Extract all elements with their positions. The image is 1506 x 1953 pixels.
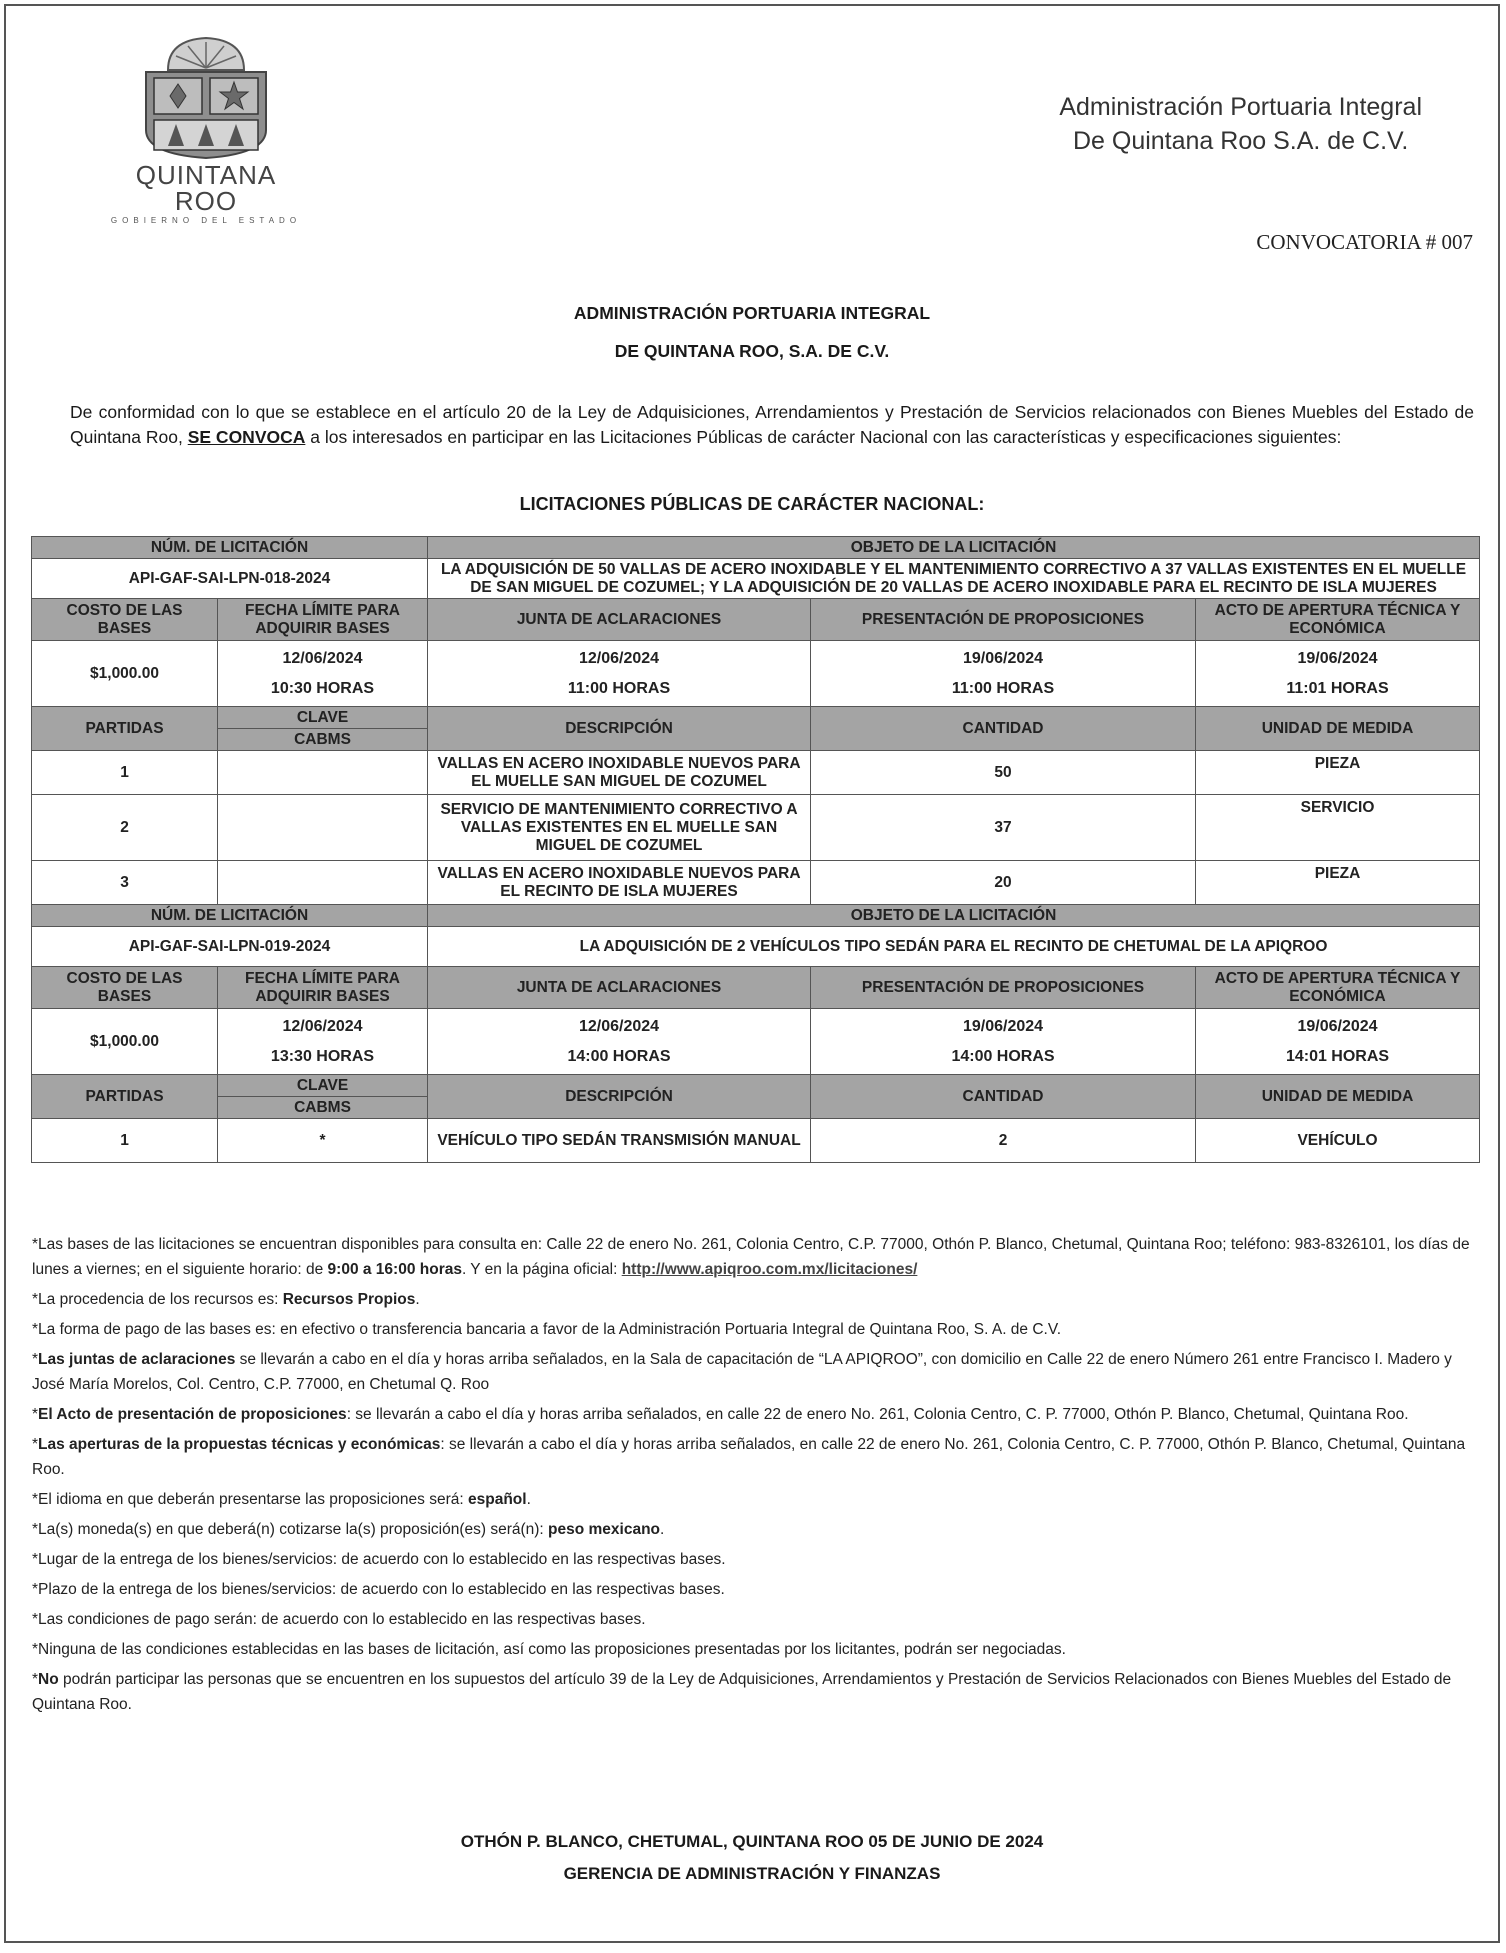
note-text: * xyxy=(32,1671,39,1688)
partida-clave xyxy=(218,795,428,861)
partida-unidad: PIEZA xyxy=(1196,861,1480,905)
lic2-unidad-header: UNIDAD DE MEDIDA xyxy=(1196,1075,1480,1119)
lic1-presentacion-header: PRESENTACIÓN DE PROPOSICIONES xyxy=(811,599,1196,641)
logo-name: QUINTANA ROO xyxy=(135,160,277,216)
official-page-link[interactable]: http://www.apiqroo.com.mx/licitaciones/ xyxy=(621,1261,918,1278)
lic1-fecha-limite-header: FECHA LÍMITE PARA ADQUIRIR BASES xyxy=(218,599,428,641)
note-pago: *La forma de pago de las bases es: en efectivo o transferencia bancaria a favor de la Administración Portuaria Integral de Quintana Roo, S. A. de C.V. xyxy=(32,1321,1062,1338)
note-idioma xyxy=(32,1487,1472,1512)
lic2-num-header: NÚM. DE LICITACIÓN xyxy=(32,905,428,927)
note-text: . xyxy=(526,1491,531,1508)
lic1-numero: API-GAF-SAI-LPN-018-2024 xyxy=(32,559,428,599)
lic2-partidas-header-row xyxy=(32,1075,1480,1097)
lic2-acto-hora: 14:01 HORAS xyxy=(1285,1047,1390,1065)
section-title: LICITACIONES PÚBLICAS DE CARÁCTER NACIONAL: xyxy=(519,494,985,514)
lic1-acto-fecha: 19/06/2024 xyxy=(1297,649,1378,667)
lic2-partidas-header: PARTIDAS xyxy=(32,1075,218,1119)
note-bold: 9:00 a 16:00 horas xyxy=(327,1261,462,1278)
main-title xyxy=(6,294,1498,370)
footer xyxy=(6,1826,1498,1890)
lic2-header-row xyxy=(32,905,1480,927)
partida-unidad: PIEZA xyxy=(1196,751,1480,795)
lic2-fecha-limite xyxy=(218,1009,428,1075)
footer-place-date: OTHÓN P. BLANCO, CHETUMAL, QUINTANA ROO 05 DE JUNIO DE 2024 xyxy=(460,1832,1044,1851)
lic2-fechas-header-row xyxy=(32,967,1480,1009)
lic1-fecha-limite-fecha: 12/06/2024 xyxy=(282,649,363,667)
lic1-costo-header: COSTO DE LAS BASES xyxy=(32,599,218,641)
lic2-presentacion-hora: 14:00 HORAS xyxy=(951,1047,1055,1065)
note-presentacion xyxy=(32,1402,1472,1427)
note-text: podrán participar las personas que se encuentren en los supuestos del artículo 39 de la Ley de Adquisiciones, Arrendamientos y Prestación de Servicios Relacionados con Bienes Muebles del Estado de Quintana Roo. xyxy=(32,1671,1452,1713)
lic1-presentacion xyxy=(811,641,1196,707)
note-bold: El Acto de presentación de proposiciones xyxy=(38,1406,347,1423)
lic2-junta xyxy=(428,1009,811,1075)
table-row xyxy=(32,1119,1480,1163)
lic1-cabms-header: CABMS xyxy=(218,729,428,751)
partida-num: 1 xyxy=(32,751,218,795)
lic1-junta xyxy=(428,641,811,707)
note-moneda xyxy=(32,1517,1472,1542)
note-text: se llevarán a cabo en el día y horas arriba señalados, en la Sala de capacitación de “LA APIQROO”, con domicilio en Calle 22 de enero Número 261 entre Francisco I. Madero y José María Morelos, Col. Centro, C.P. 77000, en Chetumal Q. Roo xyxy=(32,1351,1452,1393)
note-bold: Recursos Propios xyxy=(282,1291,416,1308)
lic2-objeto-row xyxy=(32,927,1480,967)
lic1-acto-header: ACTO DE APERTURA TÉCNICA Y ECONÓMICA xyxy=(1196,599,1480,641)
main-title-line-2: DE QUINTANA ROO, S.A. DE C.V. xyxy=(614,341,890,361)
note-aperturas xyxy=(32,1432,1472,1482)
partida-descripcion: VALLAS EN ACERO INOXIDABLE NUEVOS PARA EL RECINTO DE ISLA MUJERES xyxy=(428,861,811,905)
lic2-presentacion-header: PRESENTACIÓN DE PROPOSICIONES xyxy=(811,967,1196,1009)
partida-num: 2 xyxy=(32,795,218,861)
partida-clave: * xyxy=(218,1119,428,1163)
partida-num: 3 xyxy=(32,861,218,905)
note-juntas xyxy=(32,1347,1472,1397)
note-text: *El idioma en que deberán presentarse las proposiciones será: xyxy=(32,1491,468,1508)
document-page xyxy=(4,4,1500,1943)
lic2-numero: API-GAF-SAI-LPN-019-2024 xyxy=(32,927,428,967)
note-text: . xyxy=(660,1521,665,1538)
lic1-partidas-header: PARTIDAS xyxy=(32,707,218,751)
lic2-presentacion xyxy=(811,1009,1196,1075)
lic2-fechas-row xyxy=(32,1009,1480,1075)
lic1-presentacion-fecha: 19/06/2024 xyxy=(962,649,1044,667)
note-text: : se llevarán a cabo el día y horas arriba señalados, en calle 22 de enero No. 261, Colonia Centro, C. P. 77000, Othón P. Blanco, Chetumal, Quintana Roo. xyxy=(32,1436,1466,1478)
partida-unidad: VEHÍCULO xyxy=(1196,1119,1480,1163)
table-row xyxy=(32,751,1480,795)
partida-descripcion: VEHÍCULO TIPO SEDÁN TRANSMISIÓN MANUAL xyxy=(428,1119,811,1163)
lic2-fecha-limite-header: FECHA LÍMITE PARA ADQUIRIR BASES xyxy=(218,967,428,1009)
lic2-acto-fecha: 19/06/2024 xyxy=(1297,1017,1378,1035)
lic1-objeto-header: OBJETO DE LA LICITACIÓN xyxy=(428,537,1480,559)
table-row xyxy=(32,795,1480,861)
note-bold: español xyxy=(467,1491,527,1508)
lic1-cantidad-header: CANTIDAD xyxy=(811,707,1196,751)
partida-descripcion: VALLAS EN ACERO INOXIDABLE NUEVOS PARA EL MUELLE SAN MIGUEL DE COZUMEL xyxy=(428,751,811,795)
table-row xyxy=(32,861,1480,905)
note-text: . Y en la página oficial: xyxy=(461,1261,622,1278)
note-lugar: *Lugar de la entrega de los bienes/servicios: de acuerdo con lo establecido en las respectivas bases. xyxy=(32,1551,726,1568)
lic2-descripcion-header: DESCRIPCIÓN xyxy=(428,1075,811,1119)
note-plazo: *Plazo de la entrega de los bienes/servicios: de acuerdo con lo establecido en las respectivas bases. xyxy=(32,1581,725,1598)
lic1-acto-hora: 11:01 HORAS xyxy=(1286,679,1389,697)
lic1-clave-header: CLAVE xyxy=(218,707,428,729)
lic1-num-header: NÚM. DE LICITACIÓN xyxy=(32,537,428,559)
lic2-fecha-limite-fecha: 12/06/2024 xyxy=(282,1017,363,1035)
lic2-clave-header: CLAVE xyxy=(218,1075,428,1097)
note-restriccion xyxy=(32,1667,1472,1717)
lic2-acto-header: ACTO DE APERTURA TÉCNICA Y ECONÓMICA xyxy=(1196,967,1480,1009)
note-recursos xyxy=(32,1287,1472,1312)
note-bases xyxy=(32,1232,1472,1282)
organization-header xyxy=(1059,90,1422,158)
lic2-junta-hora: 14:00 HORAS xyxy=(567,1047,671,1065)
main-title-line-1: ADMINISTRACIÓN PORTUARIA INTEGRAL xyxy=(573,303,931,323)
partida-num: 1 xyxy=(32,1119,218,1163)
partida-cantidad: 20 xyxy=(811,861,1196,905)
partida-cantidad: 37 xyxy=(811,795,1196,861)
lic1-descripcion-header: DESCRIPCIÓN xyxy=(428,707,811,751)
note-text: *La(s) moneda(s) en que deberá(n) cotizarse la(s) proposición(es) será(n): xyxy=(32,1521,549,1538)
note-bold: Las juntas de aclaraciones xyxy=(38,1351,236,1368)
note-text: . xyxy=(415,1291,420,1308)
lic1-presentacion-hora: 11:00 HORAS xyxy=(951,679,1055,697)
partida-clave xyxy=(218,751,428,795)
lic1-costo: $1,000.00 xyxy=(32,641,218,707)
lic2-junta-header: JUNTA DE ACLARACIONES xyxy=(428,967,811,1009)
note-text: : se llevarán a cabo el día y horas arriba señalados, en calle 22 de enero No. 261, Colonia Centro, C. P. 77000, Othón P. Blanco, Chetumal, Quintana Roo. xyxy=(346,1406,1409,1423)
logo-subtitle: GOBIERNO DEL ESTADO xyxy=(110,216,302,225)
note-text: *La procedencia de los recursos es: xyxy=(32,1291,283,1308)
notes-section xyxy=(32,1232,1472,1722)
note-text: * xyxy=(32,1406,39,1423)
lic2-objeto: LA ADQUISICIÓN DE 2 VEHÍCULOS TIPO SEDÁN PARA EL RECINTO DE CHETUMAL DE LA APIQROO xyxy=(428,927,1480,967)
intro-text-1: De conformidad con lo que se establece en el artículo 20 de la Ley de Adquisiciones, Arrendamientos y Prestación de Servicios relacionados con Bienes Muebles del Estado de Quintana Roo, xyxy=(70,402,1474,447)
lic1-header-row xyxy=(32,537,1480,559)
lic2-objeto-header: OBJETO DE LA LICITACIÓN xyxy=(428,905,1480,927)
lic1-junta-fecha: 12/06/2024 xyxy=(578,649,660,667)
note-bold: peso mexicano xyxy=(548,1521,661,1538)
lic2-junta-fecha: 12/06/2024 xyxy=(578,1017,660,1035)
lic1-fecha-limite xyxy=(218,641,428,707)
lic2-presentacion-fecha: 19/06/2024 xyxy=(962,1017,1044,1035)
note-text: *Las bases de las licitaciones se encuentran disponibles para consulta en: Calle 22 de enero No. 261, Colonia Centro, C.P. 77000, Othón P. Blanco, Chetumal, Quintana Roo; teléfono: 983-8326101, los días de lunes a viernes; en el siguiente horario: de xyxy=(32,1236,1470,1278)
org-line-2: De Quintana Roo S.A. de C.V. xyxy=(1072,127,1409,155)
lic1-acto xyxy=(1196,641,1480,707)
lic2-fecha-limite-hora: 13:30 HORAS xyxy=(270,1047,375,1065)
quintana-roo-logo xyxy=(106,34,306,225)
lic2-costo-header: COSTO DE LAS BASES xyxy=(32,967,218,1009)
lic1-fechas-header-row xyxy=(32,599,1480,641)
note-bold: No xyxy=(38,1671,59,1688)
lic1-junta-hora: 11:00 HORAS xyxy=(567,679,671,697)
lic2-acto xyxy=(1196,1009,1480,1075)
coat-of-arms-icon xyxy=(138,34,274,160)
licitaciones-table xyxy=(31,536,1480,1163)
convocatoria-number: CONVOCATORIA # 007 xyxy=(1256,230,1473,254)
lic1-fecha-limite-hora: 10:30 HORAS xyxy=(270,679,375,697)
org-line-1: Administración Portuaria Integral xyxy=(1059,93,1422,121)
lic1-fechas-row xyxy=(32,641,1480,707)
note-condiciones: *Las condiciones de pago serán: de acuerdo con lo establecido en las respectivas bases. xyxy=(32,1611,646,1628)
partida-cantidad: 2 xyxy=(811,1119,1196,1163)
note-text: * xyxy=(32,1351,39,1368)
partida-cantidad: 50 xyxy=(811,751,1196,795)
lic1-objeto-row xyxy=(32,559,1480,599)
lic1-unidad-header: UNIDAD DE MEDIDA xyxy=(1196,707,1480,751)
lic1-objeto: LA ADQUISICIÓN DE 50 VALLAS DE ACERO INOXIDABLE Y EL MANTENIMIENTO CORRECTIVO A 37 VALLAS EXISTENTES EN EL MUELLE DE SAN MIGUEL DE COZUMEL; Y LA ADQUISICIÓN DE 20 VALLAS DE ACERO INOXIDABLE PARA EL RECINTO DE ISLA MUJERES xyxy=(428,559,1480,599)
lic1-junta-header: JUNTA DE ACLARACIONES xyxy=(428,599,811,641)
note-negociacion: *Ninguna de las condiciones establecidas en las bases de licitación, así como las proposiciones presentadas por los licitantes, podrán ser negociadas. xyxy=(32,1641,1066,1658)
note-bold: Las aperturas de la propuestas técnicas y económicas xyxy=(38,1436,441,1453)
lic1-partidas-header-row xyxy=(32,707,1480,729)
intro-text-2: a los interesados en participar en las Licitaciones Públicas de carácter Nacional con las características y especificaciones siguientes: xyxy=(305,427,1342,447)
lic2-costo: $1,000.00 xyxy=(32,1009,218,1075)
intro-emphasis: SE CONVOCA xyxy=(187,427,306,447)
note-text: * xyxy=(32,1436,39,1453)
partida-clave xyxy=(218,861,428,905)
partida-unidad: SERVICIO xyxy=(1196,795,1480,861)
partida-descripcion: SERVICIO DE MANTENIMIENTO CORRECTIVO A VALLAS EXISTENTES EN EL MUELLE SAN MIGUEL DE COZUMEL xyxy=(428,795,811,861)
intro-paragraph xyxy=(70,400,1474,450)
footer-department: GERENCIA DE ADMINISTRACIÓN Y FINANZAS xyxy=(563,1864,941,1883)
lic2-cabms-header: CABMS xyxy=(218,1097,428,1119)
lic2-cantidad-header: CANTIDAD xyxy=(811,1075,1196,1119)
